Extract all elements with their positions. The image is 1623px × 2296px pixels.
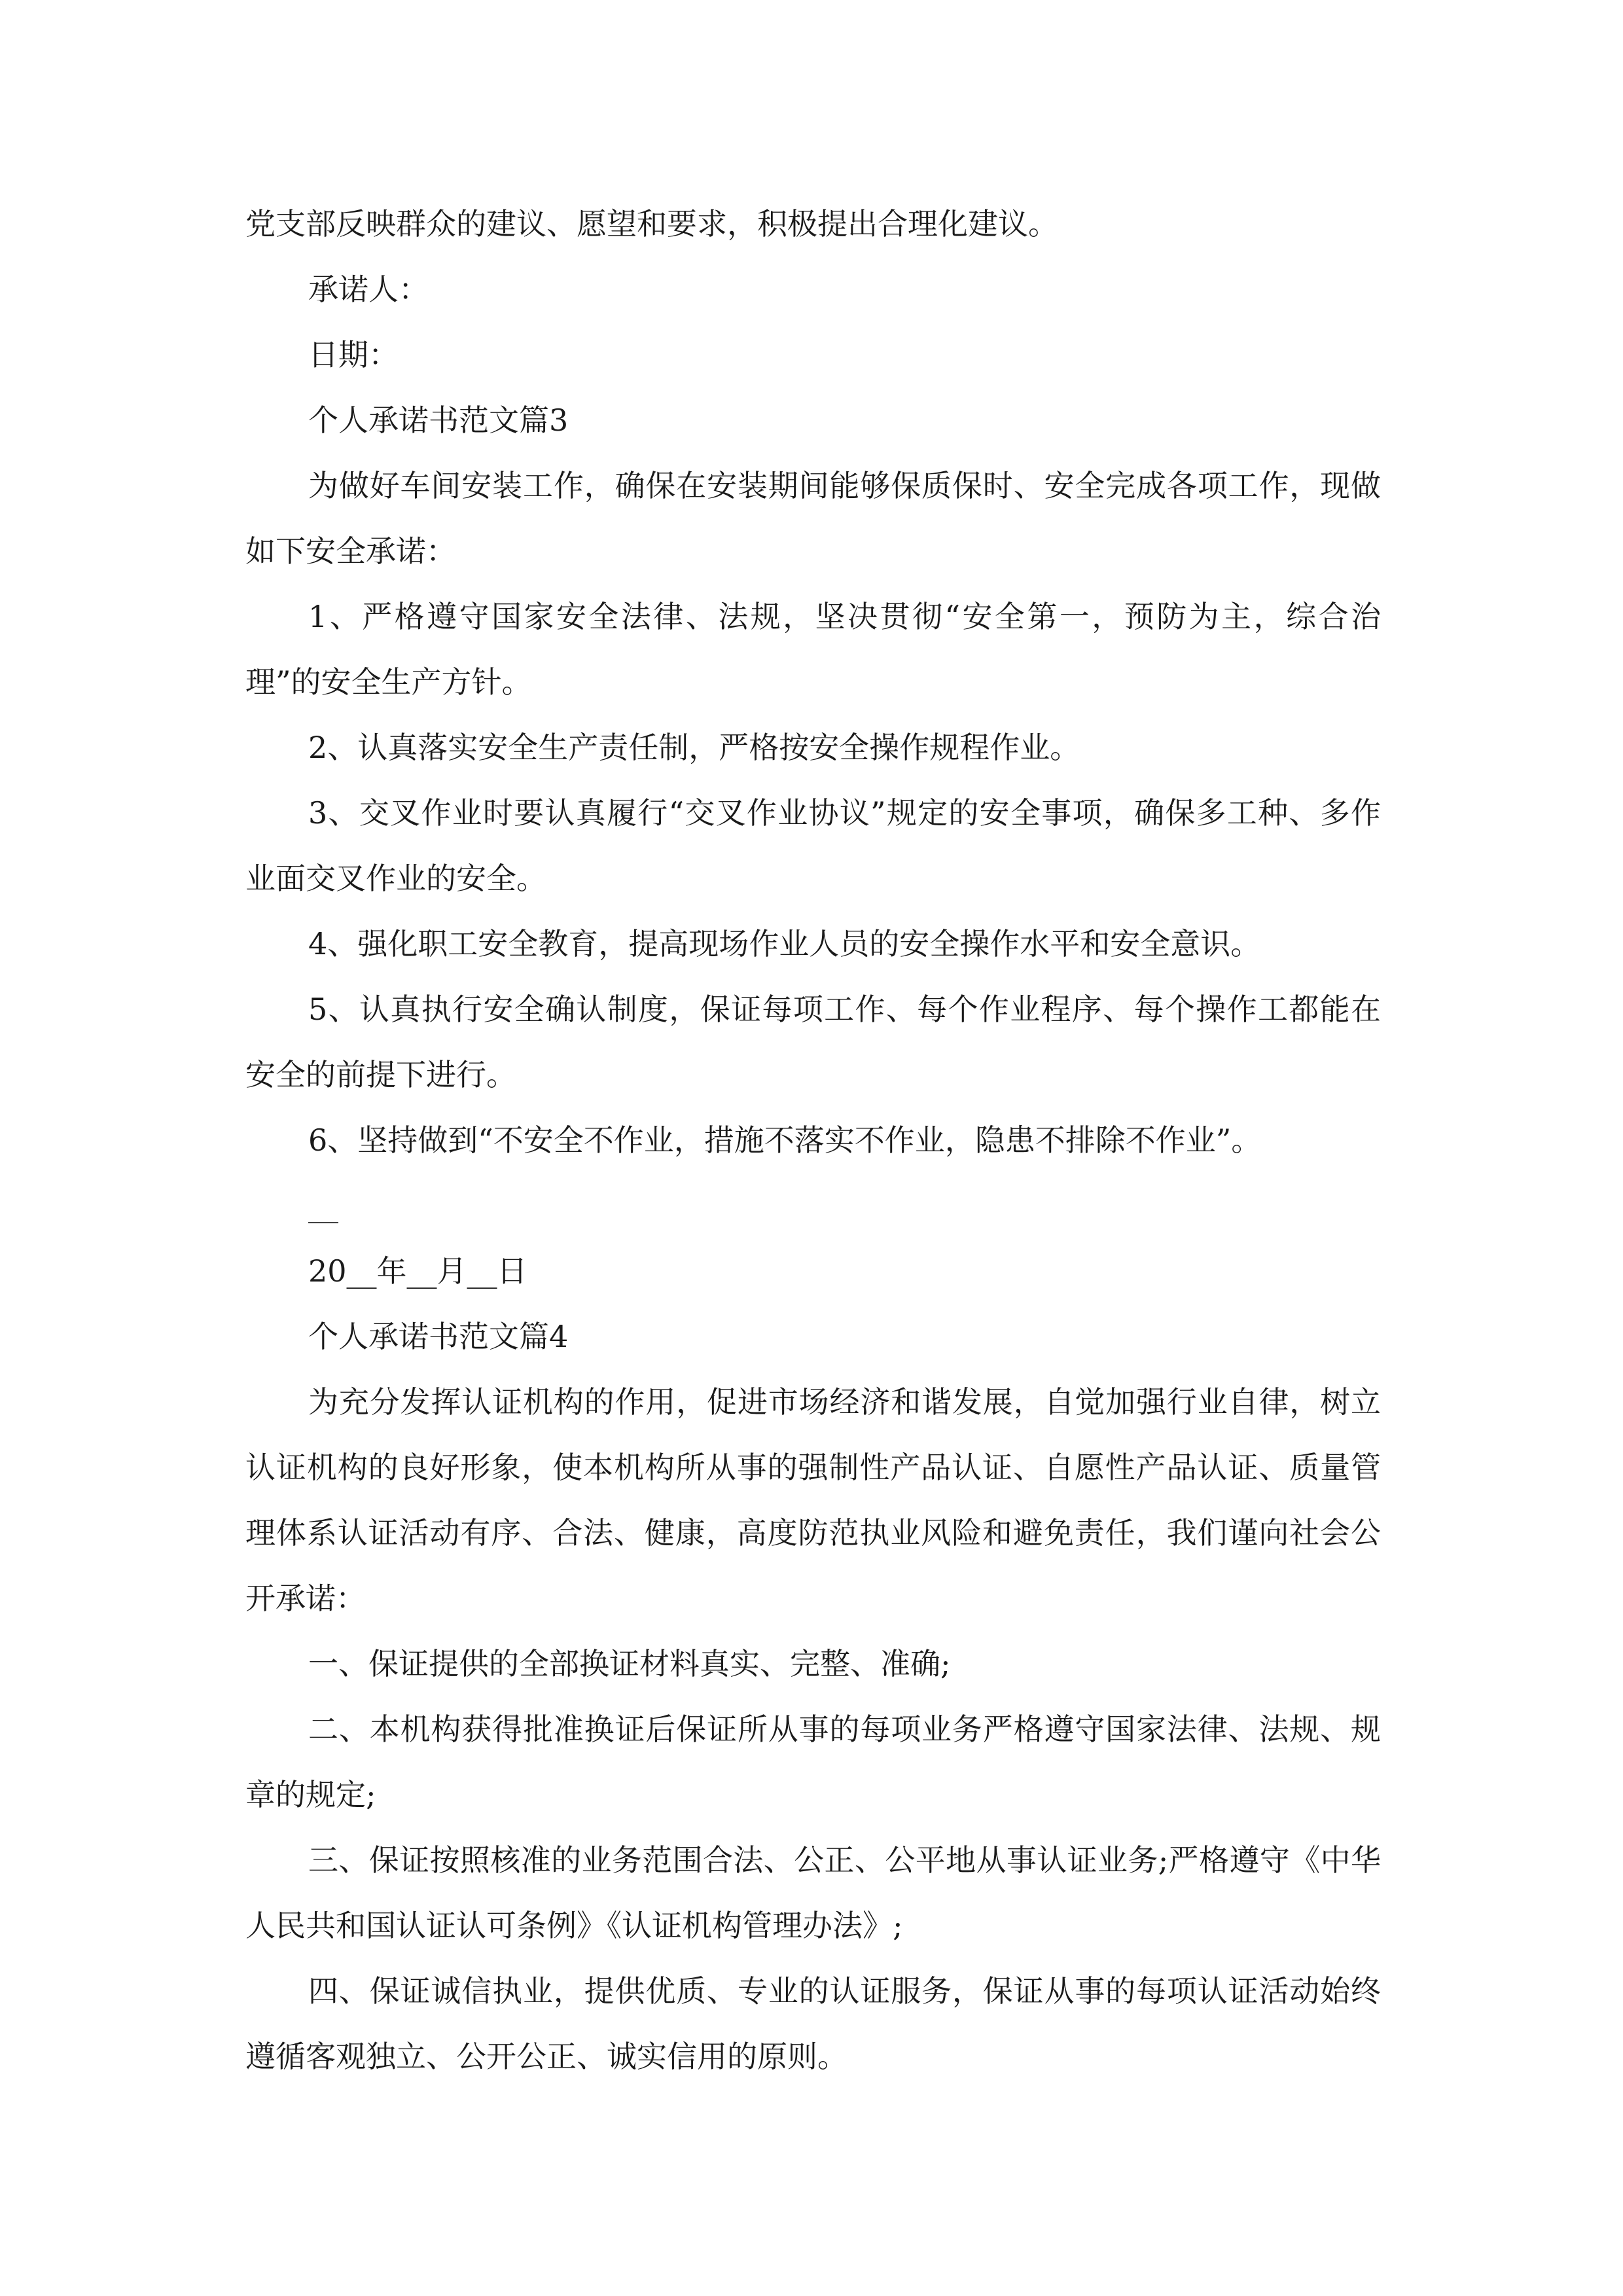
paragraph-continuation: 党支部反映群众的建议、愿望和要求，积极提出合理化建议。 [245, 206, 1058, 242]
list-item-6: 6、坚持做到“不安全不作业，措施不落实不作业，隐患不排除不作业”。 [308, 1122, 1262, 1158]
date-label: 日期： [308, 337, 399, 372]
list-item-one: 一、保证提供的全部换证材料真实、完整、准确; [308, 1646, 951, 1681]
list-item-5: 5、认真执行安全确认制度，保证每项工作、每个作业程序、每个操作工都能在安全的前提下进行。 [245, 992, 1381, 1092]
promisor-label: 承诺人： [308, 272, 429, 307]
list-item-1: 1、严格遵守国家安全法律、法规，坚决贯彻“安全第一，预防为主，综合治理”的安全生产方针。 [245, 599, 1381, 700]
list-item-2: 2、认真落实安全生产责任制，严格按安全操作规程作业。 [308, 730, 1080, 765]
list-item-three: 三、保证按照核准的业务范围合法、公正、公平地从事认证业务;严格遵守《中华人民共和国认证认可条例》《认证机构管理办法》; [245, 1842, 1381, 1943]
section-title-4: 个人承诺书范文篇4 [308, 1319, 569, 1354]
list-item-3: 3、交叉作业时要认真履行“交叉作业协议”规定的安全事项，确保多工种、多作业面交叉作业的安全。 [245, 795, 1381, 896]
paragraph-intro-4: 为充分发挥认证机构的作用，促进市场经济和谐发展，自觉加强行业自律，树立认证机构的良好形象，使本机构所从事的强制性产品认证、自愿性产品认证、质量管理体系认证活动有序、合法、健康，高度防范执业风险和避免责任，我们谨向社会公开承诺： [245, 1384, 1381, 1616]
list-item-two: 二、本机构获得批准换证后保证所从事的每项业务严格遵守国家法律、法规、规章的规定; [245, 1712, 1381, 1812]
document-body [245, 191, 1381, 2089]
date-line: 20__年__月__日 [308, 1253, 527, 1289]
signature-blank: __ [308, 1188, 338, 1223]
list-item-four: 四、保证诚信执业，提供优质、专业的认证服务，保证从事的每项认证活动始终遵循客观独立、公开公正、诚实信用的原则。 [245, 1973, 1381, 2074]
section-title-3: 个人承诺书范文篇3 [308, 403, 569, 438]
paragraph-intro-3: 为做好车间安装工作，确保在安装期间能够保质保时、安全完成各项工作，现做如下安全承诺： [245, 468, 1381, 569]
list-item-4: 4、强化职工安全教育，提高现场作业人员的安全操作水平和安全意识。 [308, 926, 1261, 961]
